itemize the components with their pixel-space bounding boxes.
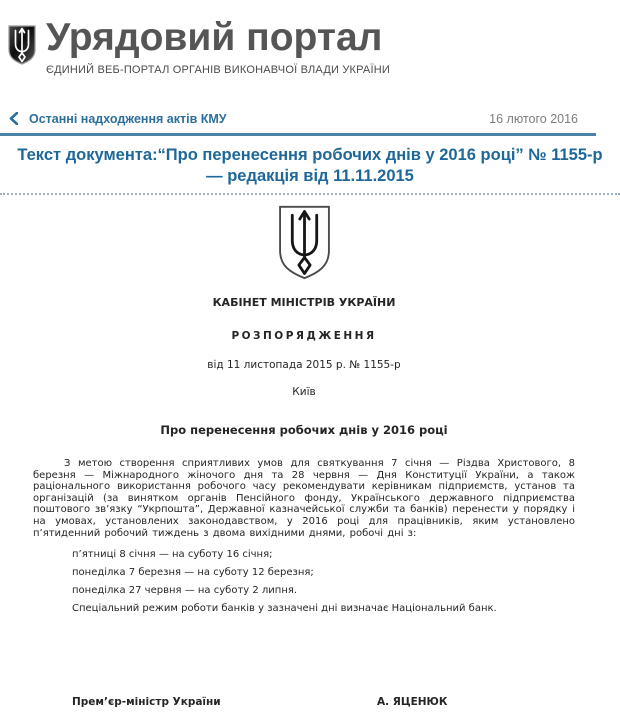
- page-title: [8, 145, 612, 187]
- act-city: Київ: [292, 386, 316, 398]
- dotted-divider: [0, 193, 620, 195]
- act-title: Про перенесення робочих днів у 2016 році: [160, 423, 448, 437]
- signature-row: [33, 696, 575, 710]
- transfer-item-3: понеділка 27 червня — на суботу 2 липня.: [72, 585, 298, 597]
- back-link-latest-acts[interactable]: [9, 112, 227, 126]
- bank-note: Спеціальний режим роботи банків у зазначені дні визначає Національний банк.: [72, 603, 497, 615]
- transfer-item-1: п’ятниці 8 січня — на суботу 16 січня;: [72, 549, 273, 561]
- page-date: 16 лютого 2016: [489, 111, 578, 126]
- signature-position: Прем’єр-міністр України: [72, 695, 221, 708]
- transfer-item-2: понеділка 7 березня — на суботу 12 березня;: [72, 567, 314, 579]
- act-type: РОЗПОРЯДЖЕННЯ: [231, 330, 377, 342]
- signature-name: А. ЯЦЕНЮК: [377, 695, 448, 708]
- page-title-line1: Текст документа:“Про перенесення робочих днів у 2016 році” № 1155-р: [17, 146, 603, 164]
- ukraine-trident-shield-icon[interactable]: [7, 16, 37, 74]
- site-header-text: [46, 16, 390, 76]
- emblem-wrap: [33, 204, 575, 281]
- ukraine-trident-emblem: [276, 204, 333, 281]
- breadcrumb-bar: [0, 94, 620, 127]
- document-body: [0, 204, 620, 710]
- page-title-line2: — редакція від 11.11.2015: [206, 167, 414, 185]
- act-paragraph: З метою створення сприятливих умов для святкування 7 січня — Різдва Христового, 8 березня — Міжнародного жіночого дня та 28 червня — Дня Конституції України, а також раціонального використання робочого часу рекомендувати керівникам підприємств, установ та організацій (за винятком органів Пенсійного фонду, Українського державного підприємства поштового зв’язку “Укрпошта”, Державної казначейської служби та банків) перенести у порядку і на умовах, установлених законодавством, у 2016 році для працівників, яким установлено п’ятиденний робочий тиждень з двома вихідними днями, робочі дні з:: [33, 458, 575, 539]
- act-date-number: від 11 листопада 2015 р. № 1155-р: [207, 359, 401, 371]
- header-divider: [0, 133, 596, 136]
- back-link-label: Останні надходження актів КМУ: [29, 111, 227, 126]
- site-title: Урядовий портал: [46, 16, 383, 59]
- back-chevron-icon: [9, 112, 18, 125]
- site-subtitle: ЄДИНИЙ ВЕБ-ПОРТАЛ ОРГАНІВ ВИКОНАВЧОЇ ВЛАДИ УКРАЇНИ: [46, 64, 390, 76]
- site-header: [0, 0, 620, 94]
- institution-name: КАБІНЕТ МІНІСТРІВ УКРАЇНИ: [212, 296, 396, 309]
